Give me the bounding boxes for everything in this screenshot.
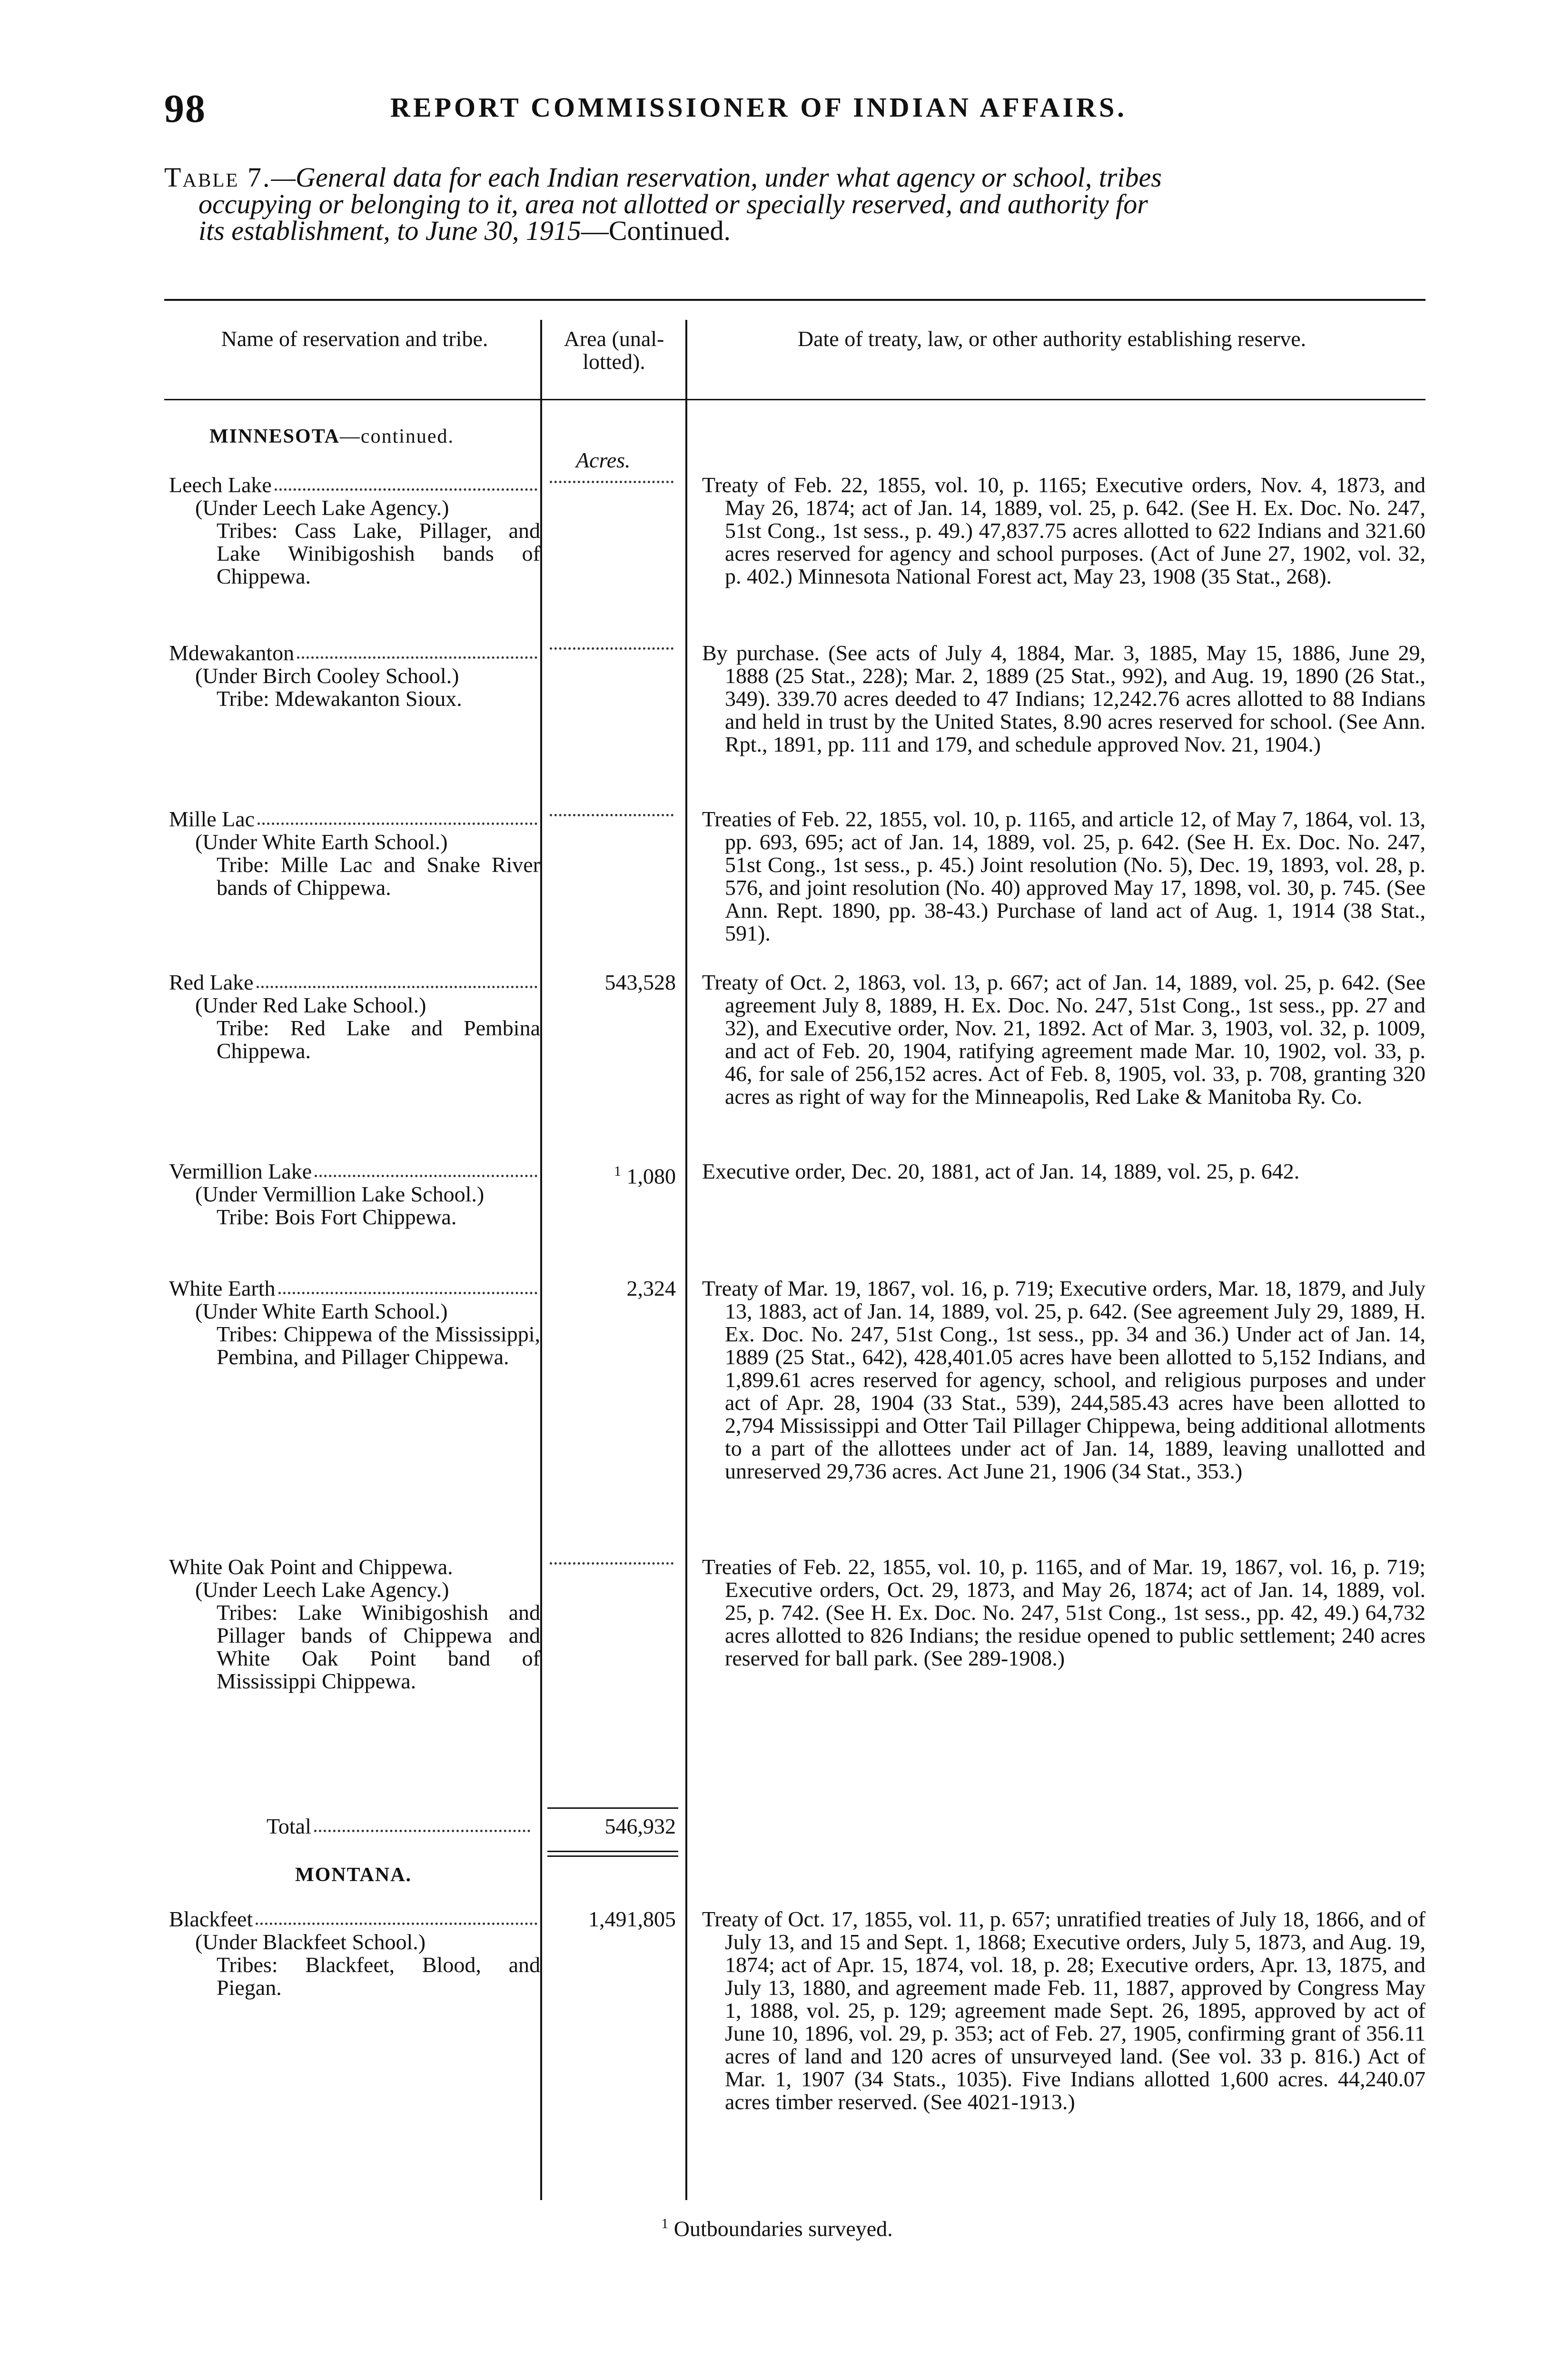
footnote-marker: 1	[614, 1163, 621, 1179]
area-unit-label: Acres.	[576, 448, 631, 472]
state-heading-montana: MONTANA.	[295, 1864, 412, 1886]
reservation-name: Mdewakanton	[169, 641, 295, 665]
running-head: REPORT COMMISSIONER OF INDIAN AFFAIRS.	[390, 92, 1127, 123]
total-label: Total	[267, 1815, 533, 1838]
reservation-name: Red Lake	[169, 970, 254, 994]
total-double-rule-2	[547, 1855, 678, 1857]
reservation-white-oak-point	[169, 1556, 540, 1693]
area-red-lake: 543,528	[604, 970, 676, 994]
column-header-authority: Date of treaty, law, or other authority establishing reserve.	[797, 327, 1307, 351]
state-heading-minnesota: MINNESOTA—continued.	[209, 426, 455, 447]
reservation-blackfeet	[169, 1908, 540, 1999]
footnote-marker: 1	[661, 2216, 669, 2231]
reservation-name: White Oak Point and Chippewa.	[169, 1555, 453, 1579]
authority-leech-lake: Treaty of Feb. 22, 1855, vol. 10, p. 1165; Executive orders, Nov. 4, 1873, and May 26, 1874; act of Jan. 14, 1889, vol. 25, p. 642. (See H. Ex. Doc. No. 247, 51st Cong., 1st sess., p. 49.) 47,837.75 acres allotted to 622 Indians and 321.60 acres reserved for agency and school purposes. (Act of June 27, 1902, vol. 32, p. 402.) Minnesota National Forest act, May 23, 1908 (35 Stat., 268).	[702, 473, 1425, 588]
page-number: 98	[164, 87, 206, 131]
reservation-leech-lake	[169, 474, 540, 588]
tribe-line: Tribe: Mille Lac and Snake River bands of Chippewa.	[217, 853, 540, 900]
area-blackfeet: 1,491,805	[588, 1907, 676, 1931]
area-empty-leader	[550, 814, 673, 816]
agency-line: (Under Vermillion Lake School.)	[195, 1182, 485, 1206]
agency-line: (Under Birch Cooley School.)	[195, 664, 459, 688]
authority-white-earth: Treaty of Mar. 19, 1867, vol. 16, p. 719; Executive orders, Mar. 18, 1879, and July 13, 1883, act of Jan. 14, 1889, vol. 25, p. 642. (See agreement July 29, 1889, H. Ex. Doc. No. 247, 51st Cong., 1st sess., pp. 34 and 36.) Under act of Jan. 14, 1889 (25 Stat., 642), 428,401.05 acres have been allotted to 5,152 Indians, and 1,899.61 acres reserved for agency, school, and religious purposes and under act of Apr. 28, 1904 (33 Stat., 539), 244,585.43 acres have been allotted to 2,794 Mississippi and Otter Tail Pillager Chippewa, being additional allotments to a part of the allottees under act of Jan. 14, 1889, leaving unallotted and unreserved 29,736 acres. Act June 21, 1906 (34 Stat., 353.)	[702, 1276, 1425, 1483]
footnote: $^1$ Outboundaries surveyed.	[661, 2216, 893, 2241]
column-header-name: Name of reservation and tribe.	[221, 327, 488, 351]
tribe-line: Tribes: Cass Lake, Pillager, and Lake Winibigoshish bands of Chippewa.	[217, 518, 540, 588]
agency-line: (Under Red Lake School.)	[195, 993, 426, 1017]
tribe-line: Tribe: Red Lake and Pembina Chippewa.	[217, 1016, 540, 1063]
reservation-white-earth	[169, 1277, 540, 1368]
caption-line-1: —General data for each Indian reservation, under what agency or school, tribes	[271, 162, 1162, 193]
total-value: 546,932	[604, 1814, 676, 1838]
area-empty-leader	[550, 481, 673, 483]
agency-line: (Under White Earth School.)	[195, 830, 448, 854]
column-divider-2	[685, 320, 687, 2200]
caption-continued: —Continued.	[581, 215, 731, 246]
agency-line: (Under Leech Lake Agency.)	[195, 1577, 449, 1602]
reservation-name: Vermillion Lake	[169, 1159, 312, 1183]
area-empty-leader	[550, 647, 673, 650]
authority-blackfeet: Treaty of Oct. 17, 1855, vol. 11, p. 657; unratified treaties of July 18, 1866, and of July 13, and 15 and Sept. 1, 1868; Executive orders, July 5, 1873, and Aug. 19, 1874; act of Apr. 15, 1874, vol. 18, p. 28; Executive orders, Apr. 13, 1875, and July 13, 1880, and agreement made Feb. 11, 1887, approved by Congress May 1, 1888, vol. 25, p. 129; agreement made Sept. 26, 1895, approved by act of June 10, 1896, vol. 29, p. 353; act of Feb. 27, 1905, confirming grant of 356.11 acres of land and 120 acres of unsurveyed land. (See vol. 33 p. 816.) Act of Mar. 1, 1907 (34 Stats., 1035). Five Indians allotted 1,600 acres. 44,240.07 acres timber reserved. (See 4021-1913.)	[702, 1907, 1425, 2114]
caption-line-2: occupying or belonging to it, area not allotted or specially reserved, and authority for	[198, 188, 1148, 219]
tribe-line: Tribes: Lake Winibigoshish and Pillager bands of Chippewa and White Oak Point band of Mississippi Chippewa.	[217, 1600, 540, 1693]
caption-lead: Table 7.	[164, 162, 271, 193]
authority-white-oak-point: Treaties of Feb. 22, 1855, vol. 10, p. 1165, and of Mar. 19, 1867, vol. 16, p. 719; Executive orders, Oct. 29, 1873, and May 26, 1874; act of Jan. 14, 1889, vol. 25, p. 742. (See H. Ex. Doc. No. 247, 51st Cong., 1st sess., pp. 42, 49.) 64,732 acres allotted to 826 Indians; the residue opened to public settlement; 240 acres reserved for ball park. (See 289-1908.)	[702, 1555, 1425, 1670]
reservation-mdewakanton	[169, 642, 540, 710]
reservation-vermillion-lake	[169, 1160, 540, 1229]
reservation-red-lake	[169, 971, 540, 1062]
column-header-area: Area (unal- lotted).	[564, 327, 664, 374]
reservation-name: White Earth	[169, 1276, 276, 1300]
authority-mille-lac: Treaties of Feb. 22, 1855, vol. 10, p. 1165, and article 12, of May 7, 1864, vol. 13, pp. 693, 695; act of Jan. 14, 1889, vol. 25, p. 642. (See H. Ex. Doc. No. 247, 51st Cong., 1st sess., p. 45.) Joint resolution (No. 5), Dec. 19, 1893, vol. 28, p. 576, and joint resolution (No. 40) approved May 17, 1898, vol. 30, p. 745. (See Ann. Rept. 1890, pp. 38-43.) Purchase of land act of Aug. 1, 1914 (38 Stat., 591).	[702, 807, 1425, 945]
area-empty-leader	[550, 1562, 673, 1565]
agency-line: (Under Leech Lake Agency.)	[195, 496, 449, 520]
table-caption	[164, 164, 1425, 244]
reservation-name: Blackfeet	[169, 1907, 253, 1931]
authority-vermillion-lake: Executive order, Dec. 20, 1881, act of Jan. 14, 1889, vol. 25, p. 642.	[702, 1159, 1300, 1183]
area-vermillion-lake: $^1$ 1,080	[614, 1163, 676, 1189]
tribe-line: Tribes: Chippewa of the Mississippi, Pembina, and Pillager Chippewa.	[217, 1322, 540, 1369]
authority-red-lake: Treaty of Oct. 2, 1863, vol. 13, p. 667; act of Jan. 14, 1889, vol. 25, p. 642. (See agreement July 8, 1889, H. Ex. Doc. No. 247, 51st Cong., 1st sess., pp. 27 and 32), and Executive order, Nov. 21, 1892. Act of Mar. 3, 1903, vol. 32, p. 1009, and act of Feb. 20, 1904, ratifying agreement made Mar. 10, 1902, vol. 33, p. 46, for sale of 256,152 acres. Act of Feb. 8, 1905, vol. 33, p. 708, granting 320 acres as right of way for the Minneapolis, Red Lake & Manitoba Ry. Co.	[702, 970, 1425, 1109]
header-bottom-rule	[164, 399, 1425, 400]
reservation-mille-lac	[169, 808, 540, 899]
total-double-rule-1	[547, 1851, 678, 1852]
caption-line-3: its establishment, to June 30, 1915	[198, 215, 581, 246]
total-top-rule	[547, 1807, 678, 1809]
tribe-line: Tribes: Blackfeet, Blood, and Piegan.	[217, 1953, 540, 2000]
reservation-name: Leech Lake	[169, 473, 272, 497]
authority-mdewakanton: By purchase. (See acts of July 4, 1884, Mar. 3, 1885, May 15, 1886, June 29, 1888 (25 Stat., 228); Mar. 2, 1889 (25 Stat., 992), and Aug. 19, 1890 (26 Stat., 349). 339.70 acres deeded to 47 Indians; 12,242.76 acres allotted to 88 Indians and held in trust by the United States, 8.90 acres reserved for school. (See Ann. Rpt., 1891, pp. 111 and 179, and schedule approved Nov. 21, 1904.)	[702, 641, 1425, 756]
table-top-rule	[164, 299, 1425, 301]
area-white-earth: 2,324	[626, 1276, 676, 1300]
tribe-line: Tribe: Mdewakanton Sioux.	[217, 686, 462, 711]
tribe-line: Tribe: Bois Fort Chippewa.	[217, 1205, 457, 1229]
agency-line: (Under White Earth School.)	[195, 1299, 448, 1323]
column-divider-1	[540, 320, 542, 2200]
reservation-name: Mille Lac	[169, 807, 255, 831]
agency-line: (Under Blackfeet School.)	[195, 1930, 426, 1954]
